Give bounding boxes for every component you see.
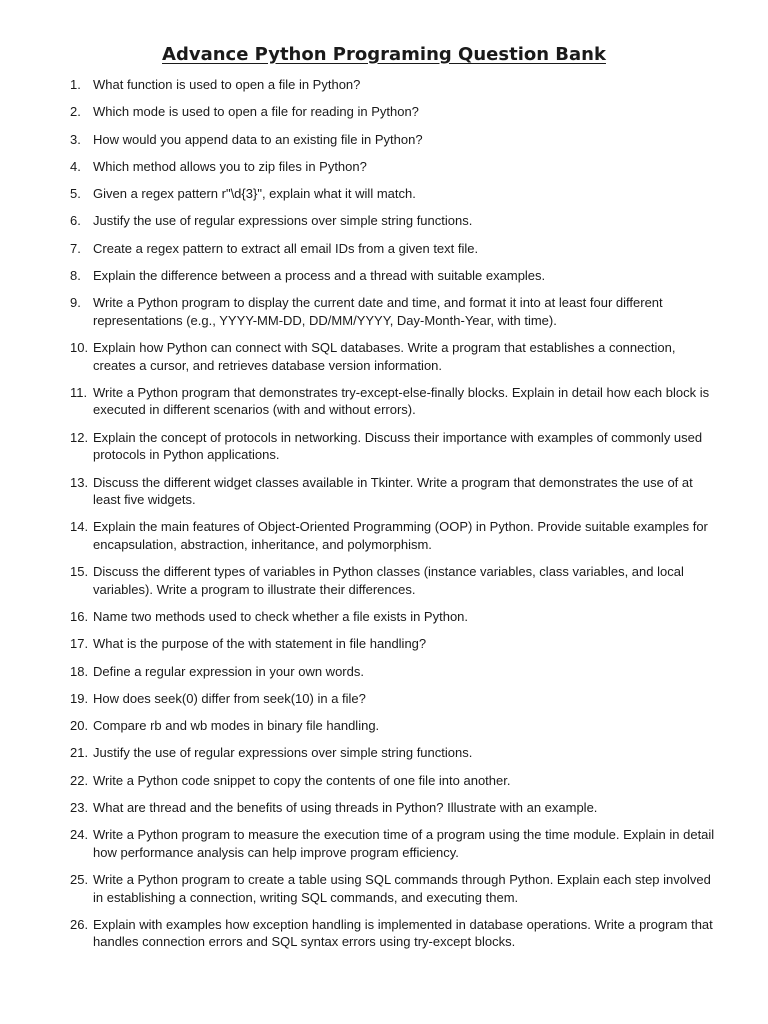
question-text: Discuss the different types of variables in Python classes (instance variables, class variables, and local variables). Write a program to illustrate their differences.: [93, 564, 684, 597]
question-item: [70, 185, 720, 203]
question-list: [70, 76, 720, 951]
question-number: 19.: [70, 690, 89, 706]
question-number: 16.: [70, 608, 89, 624]
question-number: 24.: [70, 827, 89, 843]
question-item: [70, 158, 720, 176]
question-text: Justify the use of regular expressions over simple string functions.: [93, 213, 473, 229]
question-item: [70, 608, 720, 626]
question-item: [70, 131, 720, 149]
question-number: 13.: [70, 474, 89, 490]
question-text: Write a Python program to measure the execution time of a program using the time module. Explain in detail how performance analysis can help improve program efficiency.: [93, 827, 715, 860]
question-item: [70, 429, 720, 464]
question-text: Write a Python program to create a table using SQL commands through Python. Explain each step involved in establishing a connection, writing SQL commands, and executing them.: [93, 872, 711, 905]
question-text: Explain how Python can connect with SQL databases. Write a program that establishes a connection, creates a cursor, and retrieves database version information.: [93, 340, 676, 373]
question-number: 12.: [70, 429, 89, 445]
question-text: How does seek(0) differ from seek(10) in a file?: [93, 690, 366, 706]
question-text: Write a Python program that demonstrates try-except-else-finally blocks. Explain in detail how each block is executed in different scenarios (with and without errors).: [93, 384, 710, 418]
question-number: 3.: [70, 131, 81, 147]
question-number: 20.: [70, 718, 89, 734]
question-text: Given a regex pattern r"\d{3}", explain what it will match.: [93, 186, 416, 202]
document-title: Advance Python Programing Question Bank: [162, 44, 606, 65]
question-text: Write a Python program to display the current date and time, and format it into at least four different representations (e.g., YYYY-MM-DD, DD/MM/YYYY, Day-Month-Year, with time).: [93, 295, 663, 328]
question-number: 5.: [70, 186, 81, 202]
question-item: [70, 474, 720, 509]
question-text: What function is used to open a file in Python?: [93, 77, 361, 92]
question-item: [70, 663, 720, 681]
question-number: 7.: [70, 240, 81, 256]
question-text: Compare rb and wb modes in binary file handling.: [93, 718, 380, 734]
question-text: Explain the main features of Object-Oriented Programming (OOP) in Python. Provide suitable examples for encapsulation, abstraction, inheritance, and polymorphism.: [93, 519, 708, 552]
question-item: [70, 916, 720, 951]
question-number: 26.: [70, 916, 89, 932]
question-item: [70, 772, 720, 790]
question-item: [70, 744, 720, 762]
question-number: 11.: [70, 384, 88, 400]
question-number: 23.: [70, 800, 89, 816]
question-number: 15.: [70, 564, 89, 580]
question-text: Discuss the different widget classes available in Tkinter. Write a program that demonstrates the use of at least five widgets.: [93, 474, 693, 508]
question-text: Which mode is used to open a file for reading in Python?: [93, 104, 419, 120]
question-item: [70, 518, 720, 553]
question-item: [70, 384, 720, 419]
question-item: [70, 339, 720, 374]
question-number: 17.: [70, 636, 89, 652]
question-text: What are thread and the benefits of using threads in Python? Illustrate with an example.: [93, 800, 598, 816]
question-item: [70, 635, 720, 653]
question-number: 21.: [70, 745, 89, 761]
question-item: [70, 103, 720, 121]
question-text: Name two methods used to check whether a file exists in Python.: [93, 608, 469, 624]
question-item: [70, 717, 720, 735]
question-number: 1.: [70, 77, 81, 92]
question-number: 6.: [70, 213, 81, 229]
question-item: [70, 212, 720, 230]
question-text: Which method allows you to zip files in Python?: [93, 158, 367, 174]
question-number: 18.: [70, 663, 89, 679]
question-item: [70, 267, 720, 285]
question-text: Explain the difference between a process and a thread with suitable examples.: [93, 268, 546, 284]
question-text: What is the purpose of the with statement in file handling?: [93, 636, 427, 652]
question-number: 14.: [70, 519, 89, 535]
question-item: [70, 799, 720, 817]
question-number: 10.: [70, 340, 89, 356]
question-number: 22.: [70, 772, 89, 788]
question-number: 8.: [70, 268, 81, 284]
question-number: 4.: [70, 158, 81, 174]
question-text: Create a regex pattern to extract all email IDs from a given text file.: [93, 240, 479, 256]
question-item: [70, 871, 720, 906]
question-text: Justify the use of regular expressions over simple string functions.: [93, 745, 473, 761]
question-item: [70, 826, 720, 861]
question-text: Write a Python code snippet to copy the contents of one file into another.: [93, 772, 511, 788]
question-item: [70, 240, 720, 258]
question-item: [70, 294, 720, 329]
question-number: 9.: [70, 295, 81, 311]
question-number: 25.: [70, 872, 89, 888]
question-text: Define a regular expression in your own words.: [93, 663, 364, 679]
question-item: [70, 690, 720, 708]
question-text: Explain the concept of protocols in networking. Discuss their importance with examples of commonly used protocols in Python applications.: [93, 429, 703, 463]
question-item: [70, 76, 720, 94]
question-text: Explain with examples how exception handling is implemented in database operations. Write a program that handles connection errors and SQL syntax errors using try-except blocks.: [93, 916, 713, 950]
question-number: 2.: [70, 104, 81, 120]
question-text: How would you append data to an existing file in Python?: [93, 131, 423, 147]
question-item: [70, 563, 720, 598]
